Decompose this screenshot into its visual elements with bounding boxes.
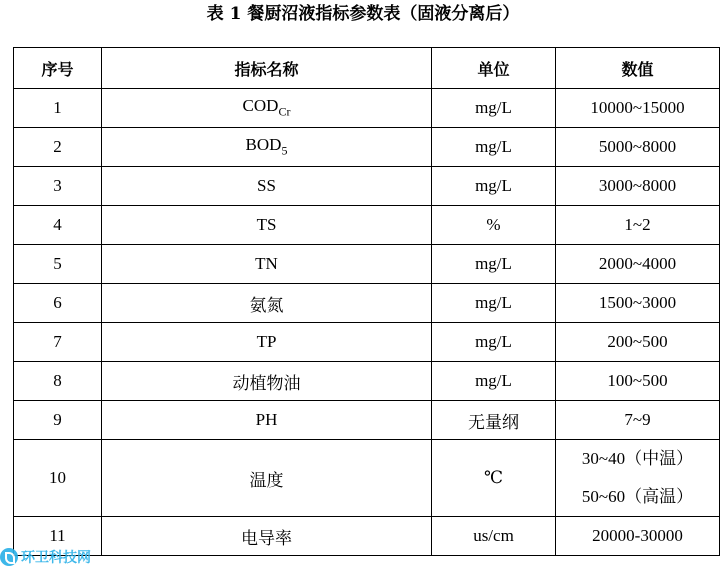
cell-unit: mg/L — [432, 128, 556, 167]
table-row-conductivity — [14, 517, 720, 556]
cell-index: 7 — [14, 323, 102, 362]
cell-name: 氨氮 — [102, 284, 432, 323]
cell-name — [102, 89, 432, 128]
indicator-subscript-text: 5 — [281, 143, 288, 158]
table-row — [14, 323, 720, 362]
table-row — [14, 401, 720, 440]
cell-value: 3000~8000 — [556, 167, 720, 206]
cell-index: 1 — [14, 89, 102, 128]
table-row — [14, 245, 720, 284]
cell-name: TS — [102, 206, 432, 245]
cell-unit: mg/L — [432, 245, 556, 284]
cell-value: 20000-30000 — [556, 517, 720, 556]
cell-name: TP — [102, 323, 432, 362]
table-row — [14, 167, 720, 206]
cell-index: 5 — [14, 245, 102, 284]
table-row — [14, 362, 720, 401]
cell-value: 1500~3000 — [556, 284, 720, 323]
cell-unit: mg/L — [432, 284, 556, 323]
cell-value: 100~500 — [556, 362, 720, 401]
cell-name — [102, 128, 432, 167]
watermark — [0, 545, 91, 569]
table-body — [14, 89, 720, 556]
table-title: 表 1 餐厨沼液指标参数表（固液分离后） — [206, 4, 520, 24]
cell-value: 200~500 — [556, 323, 720, 362]
cell-unit: us/cm — [432, 517, 556, 556]
header-name: 指标名称 — [102, 48, 432, 89]
cell-unit: mg/L — [432, 362, 556, 401]
cell-index: 11 — [14, 517, 102, 556]
cell-name: 温度 — [102, 440, 432, 517]
cell-index: 4 — [14, 206, 102, 245]
cell-value: 1~2 — [556, 206, 720, 245]
cell-value: 10000~15000 — [556, 89, 720, 128]
table-row-temperature — [14, 440, 720, 517]
cell-index: 3 — [14, 167, 102, 206]
cell-index: 9 — [14, 401, 102, 440]
cell-index: 8 — [14, 362, 102, 401]
cell-unit: mg/L — [432, 323, 556, 362]
header-index: 序号 — [14, 48, 102, 89]
cell-name: SS — [102, 167, 432, 206]
cell-value: 2000~4000 — [556, 245, 720, 284]
indicator-subscript-text: Cr — [278, 104, 291, 119]
cell-unit: mg/L — [432, 89, 556, 128]
cell-name: 动植物油 — [102, 362, 432, 401]
table-row — [14, 284, 720, 323]
cell-name: PH — [102, 401, 432, 440]
cell-unit: ℃ — [432, 440, 556, 517]
cell-unit: mg/L — [432, 167, 556, 206]
indicator-base-text: COD — [242, 96, 279, 116]
table-row — [14, 206, 720, 245]
cell-name: TN — [102, 245, 432, 284]
value-line-high-temp: 50~60（高温） — [581, 487, 694, 506]
cell-index: 10 — [14, 440, 102, 517]
cell-index: 2 — [14, 128, 102, 167]
table-header-row — [14, 48, 720, 89]
value-line-medium-temp: 30~40（中温） — [581, 449, 694, 468]
header-unit: 单位 — [432, 48, 556, 89]
parameter-table — [13, 47, 720, 556]
cell-unit: 无量纲 — [432, 401, 556, 440]
cell-value: 5000~8000 — [556, 128, 720, 167]
header-value: 数值 — [556, 48, 720, 89]
cell-unit: % — [432, 206, 556, 245]
table-row — [14, 128, 720, 167]
cell-name: 电导率 — [102, 517, 432, 556]
table-row — [14, 89, 720, 128]
cell-index: 6 — [14, 284, 102, 323]
cell-value — [556, 440, 720, 517]
indicator-base-text: BOD — [245, 135, 282, 155]
cell-value: 7~9 — [556, 401, 720, 440]
watermark-text: 环卫科技网 — [21, 550, 91, 566]
leaf-logo-icon — [0, 548, 18, 566]
